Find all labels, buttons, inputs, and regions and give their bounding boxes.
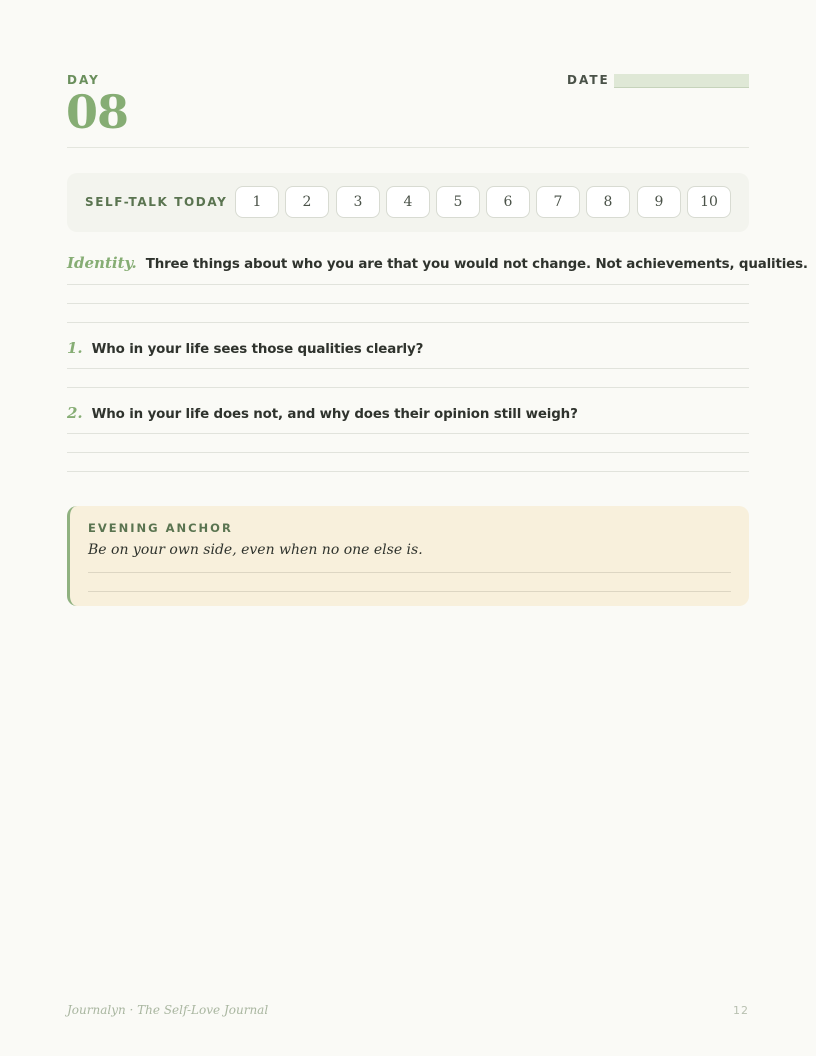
rating-option-10[interactable]: 10 bbox=[687, 186, 731, 218]
page-number: 12 bbox=[733, 1004, 749, 1017]
rating-option-2[interactable]: 2 bbox=[285, 186, 329, 218]
journal-page bbox=[66, 0, 808, 1056]
writing-line[interactable] bbox=[67, 471, 749, 472]
rating-option-3[interactable]: 3 bbox=[336, 186, 380, 218]
evening-anchor-text: Be on your own side, even when no one else is. bbox=[88, 542, 423, 558]
rating-option-5[interactable]: 5 bbox=[436, 186, 480, 218]
question-1-prompt bbox=[67, 339, 749, 361]
rating-option-6[interactable]: 6 bbox=[486, 186, 530, 218]
identity-prompt bbox=[67, 254, 808, 276]
identity-prompt-text: Three things about who you are that you would not change. Not achievements, qualities. bbox=[145, 257, 808, 272]
header-divider bbox=[67, 147, 749, 148]
footer-brand: Journalyn · The Self-Love Journal bbox=[67, 1003, 269, 1017]
question-1-text: Who in your life sees those qualities clearly? bbox=[91, 342, 424, 357]
self-talk-rating-panel bbox=[67, 173, 749, 232]
writing-line[interactable] bbox=[67, 433, 749, 434]
rating-option-7[interactable]: 7 bbox=[536, 186, 580, 218]
rating-option-9[interactable]: 9 bbox=[637, 186, 681, 218]
day-number: 08 bbox=[66, 85, 129, 139]
date-label: DATE bbox=[567, 73, 610, 87]
anchor-writing-line[interactable] bbox=[88, 572, 731, 573]
question-2-number: 2. bbox=[67, 404, 83, 422]
self-talk-label: SELF-TALK TODAY bbox=[85, 195, 228, 209]
day-label: DAY bbox=[67, 73, 100, 87]
evening-anchor-card bbox=[67, 506, 749, 606]
writing-line[interactable] bbox=[67, 387, 749, 388]
anchor-writing-line[interactable] bbox=[88, 591, 731, 592]
date-field[interactable] bbox=[614, 74, 749, 88]
identity-accent: Identity. bbox=[67, 254, 137, 272]
question-2-prompt bbox=[67, 404, 749, 426]
writing-line[interactable] bbox=[67, 368, 749, 369]
question-2-text: Who in your life does not, and why does their opinion still weigh? bbox=[91, 407, 578, 422]
writing-line[interactable] bbox=[67, 452, 749, 453]
evening-anchor-label: EVENING ANCHOR bbox=[88, 521, 233, 535]
question-1-number: 1. bbox=[67, 339, 83, 357]
rating-option-4[interactable]: 4 bbox=[386, 186, 430, 218]
rating-option-8[interactable]: 8 bbox=[586, 186, 630, 218]
rating-option-1[interactable]: 1 bbox=[235, 186, 279, 218]
writing-line[interactable] bbox=[67, 284, 749, 285]
writing-line[interactable] bbox=[67, 303, 749, 304]
writing-line[interactable] bbox=[67, 322, 749, 323]
